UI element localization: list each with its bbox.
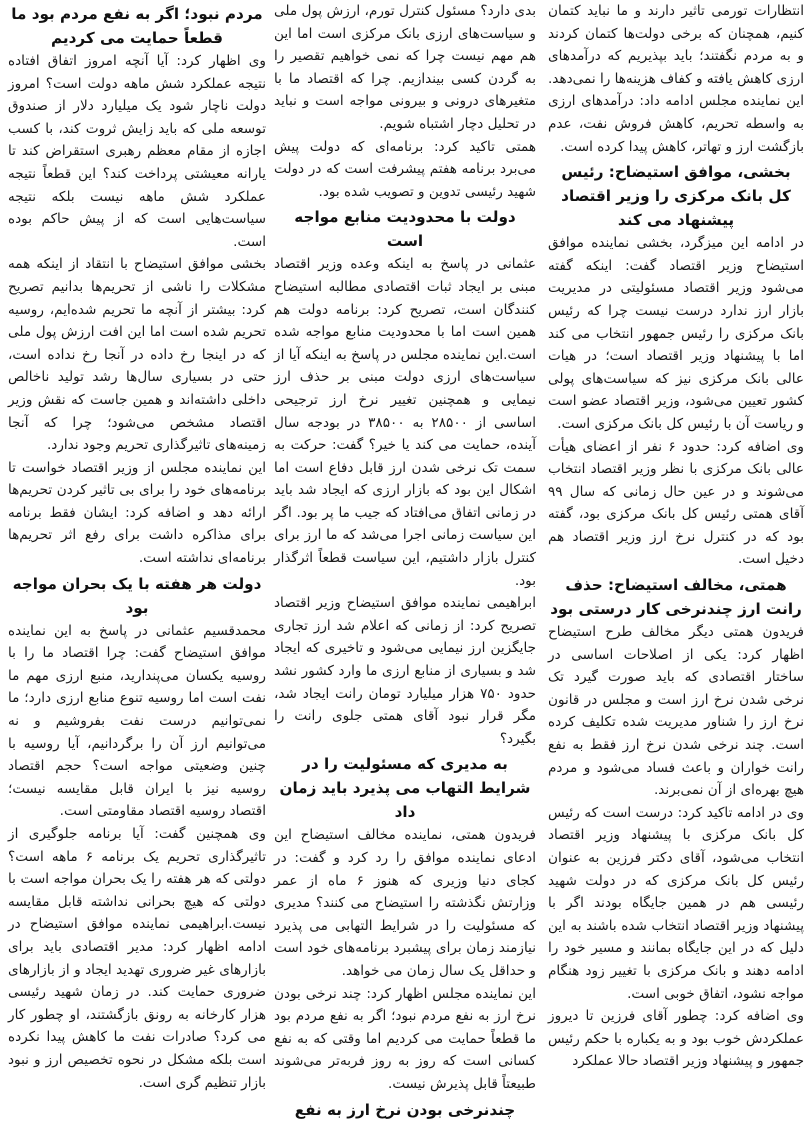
section-heading: دولت هر هفته با یک بحران مواجه بود: [12, 574, 262, 617]
paragraph: وی اضافه کرد: حدود ۶ نفر از اعضای هیأت عالی بانک مرکزی با نظر وزیر اقتصاد انتخاب می‌شوند و در عین حال زمانی که سال ۹۹ آقای همتی رئیس کل بانک مرکزی بود، گفته بود که در کنترل نرخ ارز وزیر اقتصاد هم دخیل است.: [548, 438, 804, 568]
paragraph: وی همچنین گفت: آیا برنامه جلوگیری از تاثیرگذاری تحریم یک برنامه ۶ ماهه است؟ دولتی که هر هفته را یک بحران مواجه است با دولتی که هیچ بحرانی نداشته قابل مقایسه نیست.ابراهیمی نماینده موافق استیضاح در ادامه اظهار کرد: مدیر اقتصادی باید برای بازارهای غیر ضروری تهدید ایجاد و از بازارهای ضروری حمایت کند. در زمان شهید رئیسی هزار کارخانه به رونق بازگشتند، او چطور کار می کرد؟ صادرات نفت ما کاهش پیدا نکرده است بلکه مشکل در نحوه تخصیص ارز و نبود بازار تنظیم گری است.: [8, 826, 266, 1091]
section-heading: چندنرخی بودن نرخ ارز به نفع: [294, 1100, 516, 1119]
paragraph: انتظارات تورمی تاثیر دارند و ما نباید کتمان کنیم، همچنان که برخی دولت‌ها کتمان کردند و به مردم نگفتند؛ باید بپذیریم که درآمدهای ارزی کاهش یافته و کفاف هزینه‌ها را نمی‌دهد.: [547, 3, 804, 87]
section-heading: همتی، مخالف استیضاح: حذف رانت ارز چندنرخی کار درستی بود: [550, 576, 802, 619]
paragraph: وی اظهار کرد: آیا آنچه امروز اتفاق افتاده نتیجه عملکرد شش ماهه دولت است؟ امروز دولت ناچار شود یک میلیارد دلار از صندوق توسعه ملی که باید زایش ثروت کند، با کسب اجازه از مقام معظم رهبری استقراض کند تا یارانه معیشتی پرداخت کند؟ این قطعاً نتیجه عملکرد شش ماهه نیست بلکه نتیجه سیاست‌هایی است که از پیش حاکم بوده است.: [8, 53, 266, 250]
paragraph: وی در ادامه تاکید کرد: درست است که رئیس کل بانک مرکزی با پیشنهاد وزیر اقتصاد انتخاب می‌شود، آقای دکتر فرزین به عنوان رئیس کل بانک مرکزی که در دولت شهید رئیسی هم در همین جایگاه بودند اگر با پیشنهاد وزیر اقتصاد انتخاب شده باشند به این دلیل که در این جایگاه بمانند و مسیر خود را ادامه دهند و بانک مرکزی با تغییر زود هنگام مواجه نشود، اتفاق خوبی است.: [548, 804, 804, 1002]
section-heading: مردم نبود؛ اگر به نفع مردم بود ما قطعاً حمایت می کردیم: [11, 5, 263, 47]
paragraph: محمدقسیم عثمانی در پاسخ به این نماینده موافق استیضاح گفت: چرا اقتصاد ما را با روسیه یکسان می‌پندارید، منبع ارزی مهم ما نفت است اما روسیه تنوع منابع ارزی دارد؛ ما نمی‌توانیم درست نفت بفروشیم و نه می‌توانیم ارز آن را برگردانیم، آیا روسیه با چنین وضعیتی مواجه است؟ حجم اقتصاد روسیه نیز با ایران قابل مقایسه نیست؛ اقتصاد روسیه اقتصاد مقاومتی است.: [8, 622, 266, 820]
paragraph: ابراهیمی نماینده موافق استیضاح وزیر اقتصاد تصریح کرد: از زمانی که اعلام شد ارز تجاری جایگزین ارز نیمایی می‌شود و تاخیری که ایجاد شد و بسیاری از منابع ارزی ما وارد کشور نشد حدود ۷۵۰ هزار میلیارد تومان رانت ایجاد شد، مگر قرار نبود آقای همتی جلوی رانت را بگیرد؟: [274, 595, 537, 747]
paragraph: این نماینده مجلس ادامه داد: درآمدهای ارزی به واسطه تحریم، کاهش فروش نفت، عدم بازگشت ارز و تهاتر، کاهش پیدا کرده است.: [548, 93, 804, 155]
article-column-middle: [274, 0, 536, 1122]
paragraph: همتی تاکید کرد: برنامه‌ای که دولت پیش می‌برد برنامه هفتم پیشرفت است که در دولت شهید رئیسی تدوین و تصویب شده بود.: [274, 138, 536, 200]
article-column-right: [548, 0, 804, 1073]
paragraph: این نماینده مجلس از وزیر اقتصاد خواست تا برنامه‌های خود را برای بی تاثیر کردن تحریم‌ها ارائه دهد و اضافه کرد: ایشان فقط برنامه برای مذاکره داشت برای رفع اثر تحریم‌ها برنامه‌ای نداشته است.: [8, 459, 266, 567]
paragraph: بدی دارد؟ مسئول کنترل تورم، ارزش پول ملی و سیاست‌های ارزی بانک مرکزی است اما این هم مهم نیست چرا که نمی خواهیم تقصیر را به گردن کسی بیندازیم. چرا که اقتصاد ما با متغیرهای درونی و بیرونی مواجه است و نباید در تحلیل دچار اشتباه شویم.: [274, 3, 536, 132]
paragraph: عثمانی در پاسخ به اینکه وعده وزیر اقتصاد مبنی بر ایجاد ثبات اقتصادی مطالبه استیضاح کنندگان است، تصریح کرد: برنامه دولت هم همین است اما با محدودیت منابع مواجه شده است.این نماینده مجلس در پاسخ به اینکه آیا از سیاست‌های ارزی دولت مبنی بر حذف ارز نیمایی و همچنین تغییر نرخ ارز ترجیحی اساسی از ۲۸۵۰۰ به ۳۸۵۰۰ در بودجه سال آینده، حمایت می کند یا خیر؟ گفت: حرکت به سمت تک نرخی شدن ارز قابل دفاع است اما اشکال این بود که بازار ارزی که ایجاد شد باید در زمانی اتفاق می‌افتاد که جیب ما پر بود. اگر این سیاست زمانی اجرا می‌شد که ما ارز برای کنترل بازار داشتیم، این سیاست قطعاً اثرگذار بود.: [274, 256, 537, 589]
section-heading: بخشی، موافق استیضاح: رئیس کل بانک مرکزی را وزیر اقتصاد پیشنهاد می کند: [561, 163, 791, 230]
section-heading: به مدیری که مسئولیت را در شرایط التهاب می پذیرد باید زمان داد: [279, 755, 531, 822]
paragraph: فریدون همتی دیگر مخالف طرح استیضاح اظهار کرد: یکی از اصلاحات اساسی در ساختار اقتصادی که باید صورت گیرد تک نرخی شدن نرخ ارز است و مجلس در قانون نرخ ارز را شناور مدیریت شده تکلیف کرده است. چند نرخی شدن نرخ ارز فقط به نفع رانت خواران و باعث فساد می‌شود و مردم هیچ بهره‌ای از آن نمی‌برند.: [548, 624, 804, 799]
article-column-left: [8, 0, 266, 1094]
paragraph: بخشی موافق استیضاح با انتقاد از اینکه همه مشکلات را ناشی از تحریم‌ها بدانیم تصریح کرد: بیشتر از آنچه ما تحریم شده‌ایم، روسیه تحریم شده است اما این افت ارزش پول ملی که در اینجا رخ داده در آنجا رخ نداده است، حتی در بسیاری سال‌ها رشد تولید ناخالص داخلی داشته‌اند و همین جاست که نقش وزیر اقتصاد مشخص می‌شود؛ چرا که آنجا زمینه‌های تاثیرگذاری تحریم وجود ندارد.: [8, 256, 266, 454]
paragraph: فریدون همتی، نماینده مخالف استیضاح این ادعای نماینده موافق را رد کرد و گفت: در کجای دنیا وزیری که هنوز ۶ ماه از عمر وزارتش نگذشته را استیضاح می کنند؟ مدیری که مسئولیت را در شرایط التهابی می پذیرد نیازمند زمان برای پیشبرد برنامه‌های خود است و حداقل یک سال زمان می خواهد.: [274, 827, 536, 979]
section-heading: دولت با محدودیت منابع مواجه است: [294, 208, 516, 251]
paragraph: در ادامه این میزگرد، بخشی نماینده موافق استیضاح وزیر اقتصاد گفت: اینکه گفته می‌شود وزیر اقتصاد مسئولیتی در مدیریت بازار ارز ندارد درست نیست چرا که رئیس بانک مرکزی را رئیس جمهور انتخاب می کند اما با پیشنهاد وزیر اقتصاد است؛ در هیات عالی بانک مرکزی نیز که سیاست‌های پولی کشور تعیین می‌شود، وزیر اقتصاد عضو است و ریاست آن با رئیس کل بانک مرکزی است.: [548, 235, 804, 432]
paragraph: این نماینده مجلس اظهار کرد: چند نرخی بودن نرخ ارز به نفع مردم نبود؛ اگر به نفع مردم بود ما قطعاً حمایت می کردیم اما وقتی که به نفع کسانی است که روز به روز فربه‌تر می‌شوند طبیعتاً قابل پذیرش نیست.: [274, 985, 536, 1092]
paragraph: وی اضافه کرد: چطور آقای فرزین تا دیروز عملکردش خوب بود و به یکباره با حکم رئیس جمهور و پیشنهاد وزیر اقتصاد حالا عملکرد: [548, 1008, 804, 1070]
